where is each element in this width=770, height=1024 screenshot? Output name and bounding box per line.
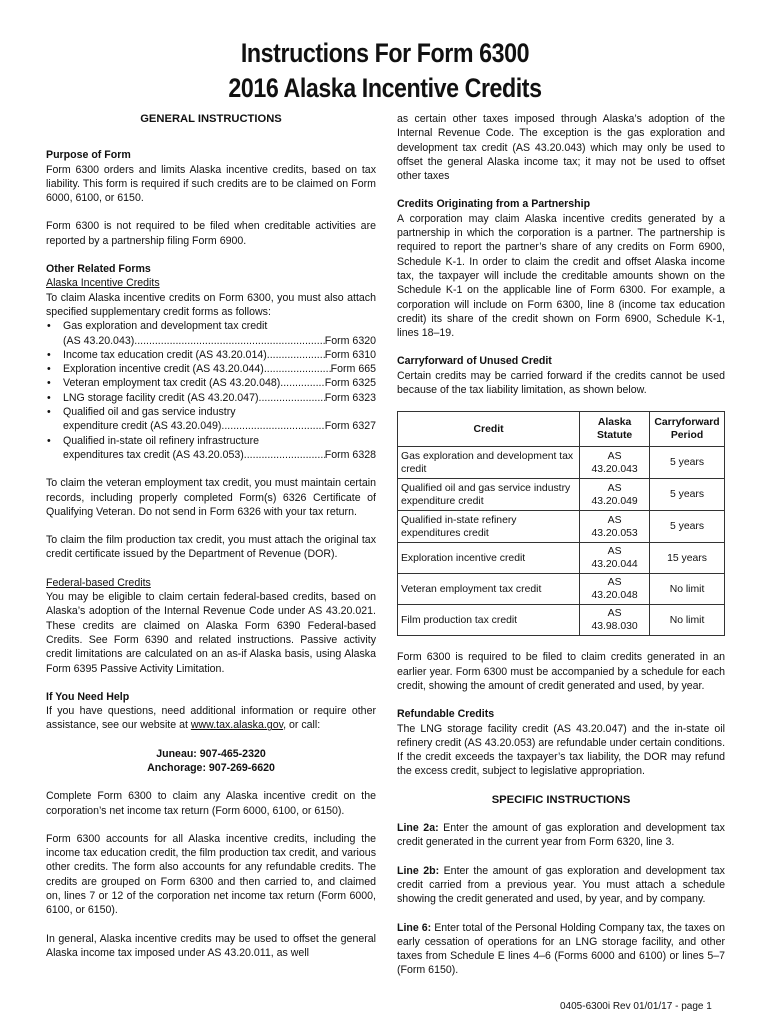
other-forms-heading: Other Related Forms: [46, 263, 151, 276]
line-6-instruction: Line 6: Enter total of the Personal Holding Company tax, the taxes on early cessation of operations for an LNG storage facility, and other taxes from Schedule E lines 4–6 (Forms 6000 and 6100) or lines 5–7 (Form 6150).: [397, 921, 726, 977]
table-row: Gas exploration and development tax credit AS 43.20.043 5 years: [398, 447, 725, 479]
table-row: Veteran employment tax credit AS 43.20.048 No limit: [398, 574, 725, 605]
anchorage-phone: Anchorage: 907-269-6620: [147, 761, 275, 774]
list-item: • Gas exploration and development tax credit (AS 43.20.043) ..... Form 6320: [46, 319, 376, 348]
period-column-header: Carryforward Period: [650, 412, 725, 447]
purpose-heading: Purpose of Form: [46, 149, 131, 162]
statute-column-header: Alaska Statute: [580, 412, 650, 447]
federal-credits-subheading: Federal-based Credits: [46, 576, 151, 589]
table-row: Exploration incentive credit AS 43.20.044 15 years: [398, 543, 725, 574]
federal-credits-paragraph: You may be eligible to claim certain federal-based credits, based on Alaska’s adoption of the Internal Revenue Code under AS 43.20.021. These credits are claimed on Alaska Form 6390 Federal-based Credits. See Form 6390 and related instructions. Passive activity credit limitations are calculated on an as-if Alaska basis, using Alaska Form 6395 Passive Activity Limitation.: [46, 591, 376, 675]
table-row: Qualified oil and gas service industry expenditure credit AS 43.20.049 5 years: [398, 479, 725, 511]
table-header-row: [398, 412, 725, 447]
right-column: [397, 112, 725, 978]
page-title-line-1: Instructions For Form 6300: [240, 38, 530, 68]
schedule-paragraph: Form 6300 is required to be filed to claim credits generated in an earlier year. Form 6300 must be accompanied by a schedule for each credit, showing the amount of credit generated and used, by year.: [397, 651, 725, 692]
line-2b-instruction: Line 2b: Enter the amount of gas exploration and development tax credit carried from a previous year. You must attach a schedule showing the credit generated and used, by year, and by company.: [397, 864, 725, 906]
list-item: • Income tax education credit (AS 43.20.014) ..... Form 6310: [46, 348, 376, 362]
list-item: • LNG storage facility credit (AS 43.20.047) ..... Form 6323: [46, 391, 376, 405]
refundable-paragraph: The LNG storage facility credit (AS 43.20.047) and the in-state oil refinery credit (AS 43.20.053) are refundable under certain conditions. If the credit exceeds the taxpayer’s tax liability, the DOR may refund the excess credit, subject to legislative appropriation.: [397, 722, 726, 778]
complete-paragraph: Complete Form 6300 to claim any Alaska incentive credit on the corporation’s net income tax return (Form 6000, 6100, or 6150).: [46, 790, 376, 817]
continued-paragraph: as certain other taxes imposed through Alaska’s adoption of the Internal Revenue Code. The exception is the gas exploration and development tax credit (AS 43.20.043) which may only be used to offset the general Alaska income tax; it may not be used to offset other taxes: [397, 113, 725, 183]
general-instructions-heading: GENERAL INSTRUCTIONS: [140, 113, 282, 125]
carryforward-heading: Carryforward of Unused Credit: [397, 355, 552, 368]
partnership-paragraph: A corporation may claim Alaska incentive credits generated by a partnership in which the corporation is a partner. The partnership is required to report the partner’s share of any credits on Form 6900, Schedule K-1. In order to claim the credit and offset Alaska income tax, the taxpayer will include the creditable amounts shown on the Schedule K-1 on the applicable line of Form 6300. For example, a corporation will include on Form 6300, line 8 (income tax education credit) its share of the credit shown on Form 6900, Schedule K-1, lines 18–19.: [397, 212, 725, 340]
partnership-heading: Credits Originating from a Partnership: [397, 198, 591, 211]
juneau-phone: Juneau: 907-465-2320: [156, 747, 266, 760]
film-paragraph: To claim the film production tax credit, you must attach the original tax credit certificate issued by the Department of Revenue (DOR).: [46, 534, 376, 561]
list-item: • Exploration incentive credit (AS 43.20.044) ..... Form 665: [46, 362, 376, 376]
general-use-paragraph: In general, Alaska incentive credits may be used to offset the general Alaska income tax imposed under AS 43.20.011, as well: [46, 932, 376, 959]
alaska-credits-subheading: Alaska Incentive Credits: [46, 277, 160, 290]
purpose-paragraph-1: Form 6300 orders and limits Alaska incentive credits, based on tax liability. This form is required if such credits are to be claimed on Form 6000, 6100, or 6150.: [46, 163, 376, 205]
credit-column-header: Credit: [398, 412, 580, 447]
line-2a-instruction: Line 2a: Enter the amount of gas exploration and development tax credit generated in the current year from Form 6320, line 3.: [397, 822, 725, 849]
veteran-paragraph: To claim the veteran employment tax credit, you must maintain certain records, including properly completed Form(s) 6326 Certificate of Qualifying Veteran. Do not send in Form 6326 with your tax return.: [46, 477, 376, 518]
list-item: • Qualified in-state oil refinery infrastructure expenditures tax credit (AS 43.20.053) ..... Form 6328: [46, 434, 376, 463]
alaska-credits-intro: To claim Alaska incentive credits on Form 6300, you must also attach specified supplementary credit forms as follows:: [46, 291, 376, 318]
credit-forms-list: [46, 319, 376, 462]
list-item: • Qualified oil and gas service industry expenditure credit (AS 43.20.049) ..... Form 6327: [46, 405, 376, 434]
website-link[interactable]: www.tax.alaska.gov: [190, 719, 284, 732]
page-title-line-2: 2016 Alaska Incentive Credits: [228, 73, 542, 103]
carryforward-table: [397, 411, 725, 636]
table-row: Qualified in-state refinery expenditures credit AS 43.20.053 5 years: [398, 511, 725, 543]
refundable-heading: Refundable Credits: [397, 708, 495, 721]
table-row: Film production tax credit AS 43.98.030 No limit: [398, 605, 725, 636]
help-heading: If You Need Help: [46, 690, 130, 703]
specific-instructions-heading: SPECIFIC INSTRUCTIONS: [491, 793, 631, 806]
list-item: • Veteran employment tax credit (AS 43.20.048) ..... Form 6325: [46, 376, 376, 390]
left-column: [46, 112, 376, 960]
accounts-paragraph: Form 6300 accounts for all Alaska incentive credits, including the income tax education credit, the film production tax credit, and various other credits. The form also accounts for any refundable credits. The credits are grouped on Form 6300 and then carried to, and claimed on, lines 7 or 12 of the corporation net income tax return (Form 6000, 6100, or 6150).: [46, 832, 376, 917]
carryforward-paragraph: Certain credits may be carried forward if the credits cannot be used because of the tax liability limitation, as shown below.: [397, 369, 725, 397]
page-footer: 0405-6300i Rev 01/01/17 - page 1: [560, 1001, 712, 1012]
help-paragraph: If you have questions, need additional information or require other assistance, see our website at www.tax.alaska.gov, or call:: [46, 705, 376, 732]
purpose-paragraph-2: Form 6300 is not required to be filed when creditable activities are reported by a partnership filing Form 6900.: [46, 220, 376, 247]
